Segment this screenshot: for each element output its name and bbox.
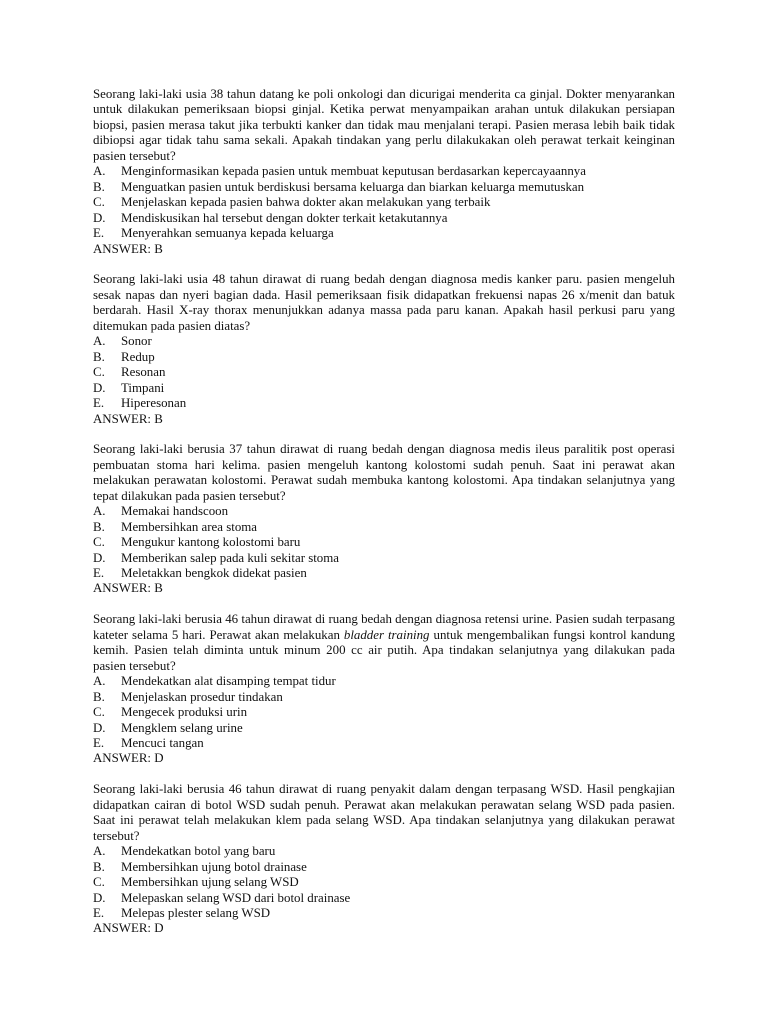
option-text: Membersihkan ujung selang WSD (121, 875, 299, 890)
option-letter: D. (93, 720, 106, 735)
option-letter: D. (93, 380, 106, 395)
option-b (93, 690, 675, 705)
option-text: Mengukur kantong kolostomi baru (121, 535, 301, 550)
question-1 (93, 87, 675, 257)
option-letter: A. (93, 844, 106, 859)
option-d (93, 891, 675, 906)
option-a (93, 334, 675, 349)
option-text: Melepas plester selang WSD (121, 905, 271, 920)
option-b (93, 350, 675, 365)
option-text: Menjelaskan kepada pasien bahwa dokter akan melakukan yang terbaik (121, 195, 491, 210)
option-d (93, 551, 675, 566)
option-text: Membersihkan area stoma (121, 519, 258, 534)
option-text: Mendekatkan botol yang baru (121, 844, 276, 859)
option-list (93, 674, 675, 751)
question-stem (93, 272, 675, 334)
option-a (93, 674, 675, 689)
option-a (93, 504, 675, 519)
option-text: Resonan (121, 365, 166, 380)
option-c (93, 365, 675, 380)
option-e (93, 736, 675, 751)
stem-text: Seorang laki-laki usia 48 tahun dirawat di ruang bedah dengan diagnosa medis kanker paru. pasien mengeluh sesak napas dan nyeri bagian dada. Hasil pemeriksaan fisik didapatkan frekuensi napas 26 x/menit dan batuk berdarah. Hasil X-ray thorax menunjukkan adanya massa pada paru kanan. Apakah hasil perkusi paru yang ditemukan pada pasien diatas? (93, 272, 675, 333)
answer-key: ANSWER: B (93, 581, 163, 596)
option-letter: E. (93, 226, 105, 241)
question-3 (93, 442, 675, 597)
option-text: Menginformasikan kepada pasien untuk membuat keputusan berdasarkan kepercayaannya (121, 164, 586, 179)
option-text: Meletakkan bengkok didekat pasien (121, 566, 307, 581)
option-letter: E. (93, 566, 105, 581)
option-letter: B. (93, 689, 105, 704)
option-list (93, 164, 675, 241)
option-text: Mencuci tangan (121, 735, 204, 750)
stem-text: Seorang laki-laki berusia 46 tahun dirawat di ruang bedah dengan diagnosa retensi urine. Pasien sudah terpasang kateter selama 5 hari. Perawat akan melakukan (93, 612, 675, 642)
option-d (93, 211, 675, 226)
option-b (93, 180, 675, 195)
question-5 (93, 782, 675, 937)
stem-text: Seorang laki-laki usia 38 tahun datang ke poli onkologi dan dicurigai menderita ca ginjal. Dokter menyarankan untuk dilakukan pemeriksaan biopsi ginjal. Ketika perwat menyampaikan arahan untuk dilakukan persiapan biopsi, pasien merasa takut jika terbukti kanker dan tidak mau menjalani terapi. Pasien merasa lebih baik tidak dibiopsi agar tidak tahu sama sekali. Apakah tindakan yang perlu dilakukakan oleh perawat terkait keinginan pasien tersebut? (93, 87, 675, 163)
option-letter: A. (93, 334, 106, 349)
option-text: Memakai handscoon (121, 504, 229, 519)
option-letter: B. (93, 859, 105, 874)
option-text: Menjelaskan prosedur tindakan (121, 689, 283, 704)
option-letter: D. (93, 890, 106, 905)
option-a (93, 844, 675, 859)
answer-key: ANSWER: D (93, 921, 164, 936)
question-stem (93, 782, 675, 844)
option-letter: D. (93, 210, 106, 225)
option-d (93, 721, 675, 736)
option-e (93, 566, 675, 581)
option-a (93, 164, 675, 179)
option-letter: C. (93, 365, 105, 380)
option-d (93, 381, 675, 396)
option-c (93, 875, 675, 890)
option-c (93, 195, 675, 210)
option-letter: A. (93, 504, 106, 519)
document-page (93, 87, 675, 952)
option-letter: C. (93, 705, 105, 720)
option-letter: B. (93, 519, 105, 534)
stem-text: Seorang laki-laki berusia 46 tahun dirawat di ruang penyakit dalam dengan terpasang WSD. Hasil pengkajian didapatkan cairan di botol WSD sudah penuh. Perawat akan melakukan perawatan selang WSD pada pasien. Saat ini perawat telah melakukan klem pada selang WSD. Apa tindakan selanjutnya yang dilakukan perawat tersebut? (93, 782, 675, 843)
option-text: Timpani (121, 380, 165, 395)
stem-text: untuk mengembalikan fungsi kontrol kandung kemih. Pasien telah diminta untuk minum 200 cc air putih. Apa tindakan selanjutnya yang dilakukan pada pasien tersebut? (93, 627, 675, 673)
option-text: Mendekatkan alat disamping tempat tidur (121, 674, 336, 689)
option-e (93, 906, 675, 921)
option-letter: E. (93, 905, 105, 920)
question-stem (93, 442, 675, 504)
option-text: Sonor (121, 334, 152, 349)
question-4 (93, 612, 675, 767)
option-letter: E. (93, 735, 105, 750)
option-text: Menyerahkan semuanya kepada keluarga (121, 226, 334, 241)
option-letter: A. (93, 674, 106, 689)
option-letter: A. (93, 164, 106, 179)
question-2 (93, 272, 675, 427)
option-text: Mengklem selang urine (121, 720, 243, 735)
option-text: Melepaskan selang WSD dari botol drainase (121, 890, 351, 905)
option-list (93, 844, 675, 921)
option-text: Menguatkan pasien untuk berdiskusi bersama keluarga dan biarkan keluarga memutuskan (121, 179, 585, 194)
option-c (93, 535, 675, 550)
option-b (93, 860, 675, 875)
option-text: Mendiskusikan hal tersebut dengan dokter terkait ketakutannya (121, 210, 448, 225)
option-e (93, 226, 675, 241)
question-stem (93, 87, 675, 164)
option-text: Memberikan salep pada kuli sekitar stoma (121, 550, 340, 565)
answer-key: ANSWER: B (93, 241, 163, 256)
option-list (93, 334, 675, 411)
option-letter: C. (93, 195, 105, 210)
stem-text: Seorang laki-laki berusia 37 tahun dirawat di ruang bedah dengan diagnosa medis ileus paralitik post operasi pembuatan stoma hari kelima. pasien mengeluh kantong kolostomi sudah penuh. Saat ini perawat akan melakukan perawatan kolostomi. Perawat sudah membuka kantong kolostomi. Apa tindakan selanjutnya yang tepat dilakukan pada pasien tersebut? (93, 442, 675, 503)
option-letter: C. (93, 535, 105, 550)
option-b (93, 520, 675, 535)
option-c (93, 705, 675, 720)
option-e (93, 396, 675, 411)
question-stem (93, 612, 675, 674)
option-letter: C. (93, 875, 105, 890)
option-text: Mengecek produksi urin (121, 705, 248, 720)
option-letter: E. (93, 396, 105, 411)
stem-italic-term: bladder training (343, 627, 430, 642)
option-list (93, 504, 675, 581)
option-text: Hiperesonan (121, 396, 187, 411)
option-text: Membersihkan ujung botol drainase (121, 859, 307, 874)
answer-key: ANSWER: D (93, 751, 164, 766)
option-letter: B. (93, 349, 105, 364)
answer-key: ANSWER: B (93, 411, 163, 426)
option-text: Redup (121, 349, 155, 364)
option-letter: D. (93, 550, 106, 565)
option-letter: B. (93, 179, 105, 194)
